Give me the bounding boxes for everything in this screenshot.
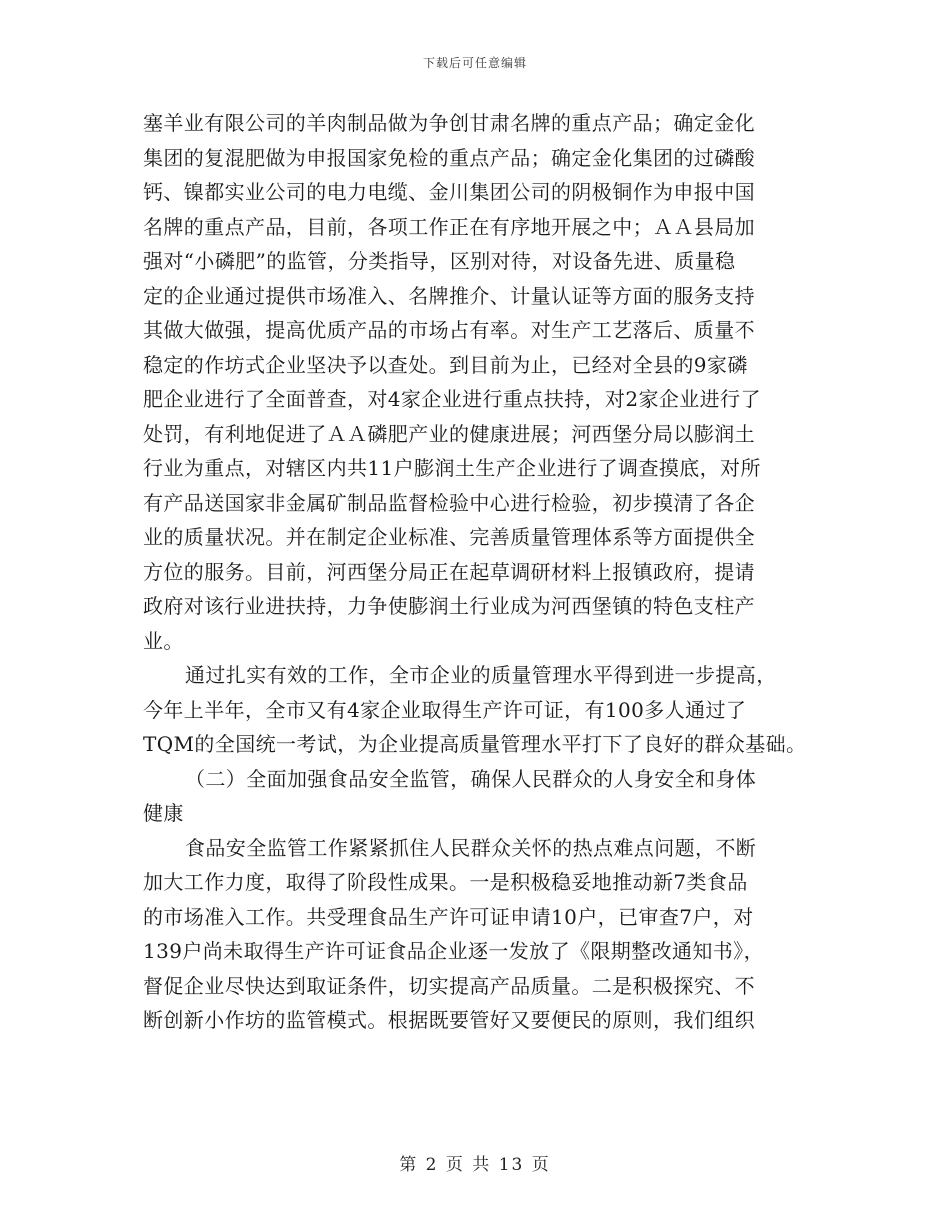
text-line: 处罚，有利地促进了ＡＡ磷肥产业的健康进展；河西堡分局以膨润土 bbox=[143, 421, 755, 446]
text-line: TQM的全国统一考试，为企业提高质量管理水平打下了良好的群众基础。 bbox=[143, 732, 807, 756]
text-line: 业的质量状况。并在制定企业标准、完善质量管理体系等方面提供全 bbox=[143, 525, 755, 549]
text-line: 钙、镍都实业公司的电力电缆、金川集团公司的阴极铜作为申报中国 bbox=[143, 180, 755, 204]
text-line: 的市场准入工作。共受理食品生产许可证申请10户，已审查7户，对 bbox=[143, 904, 754, 929]
text-line: 断创新小作坊的监管模式。根据既要管好又要便民的原则，我们组织 bbox=[143, 1008, 755, 1032]
text-line: 其做大做强，提高优质产品的市场占有率。对生产工艺落后、质量不 bbox=[143, 318, 755, 342]
text-line: 肥企业进行了全面普查，对4家企业进行重点扶持，对2家企业进行了 bbox=[143, 387, 761, 411]
text-line: 有产品送国家非金属矿制品监督检验中心进行检验，初步摸清了各企 bbox=[143, 490, 755, 515]
page-number-footer: 第 2 页 共 13 页 bbox=[399, 1155, 551, 1175]
text-line: 定的企业通过提供市场准入、名牌推介、计量认证等方面的服务支持 bbox=[143, 283, 755, 308]
paragraph-start-line: 通过扎实有效的工作，全市企业的质量管理水平得到进一步提高， bbox=[185, 663, 777, 687]
text-line: 督促企业尽快达到取证条件，切实提高产品质量。二是积极探究、不 bbox=[143, 973, 755, 998]
text-line: 行业为重点，对辖区内共11户膨润土生产企业进行了调查摸底，对所 bbox=[143, 456, 761, 480]
text-line: 业。 bbox=[143, 628, 184, 653]
section-heading-line: （二）全面加强食品安全监管，确保人民群众的人身安全和身体 bbox=[185, 766, 757, 791]
paragraph-start-line: 食品安全监管工作紧紧抓住人民群众关怀的热点难点问题，不断 bbox=[185, 835, 757, 860]
document-body bbox=[143, 106, 813, 1038]
text-line: 稳定的作坊式企业坚决予以查处。到目前为止，已经对全县的9家磷 bbox=[143, 352, 748, 377]
text-line: 方位的服务。目前，河西堡分局正在起草调研材料上报镇政府，提请 bbox=[143, 559, 755, 584]
text-line: 强对“小磷肥”的监管，分类指导，区别对待，对设备先进、质量稳 bbox=[143, 249, 736, 273]
section-heading-line: 健康 bbox=[143, 801, 184, 825]
text-line: 集团的复混肥做为申报国家免检的重点产品；确定金化集团的过磷酸 bbox=[143, 145, 755, 170]
text-line: 139户尚未取得生产许可证食品企业逐一发放了《限期整改通知书》， bbox=[143, 939, 764, 963]
page-header: 下载后可任意编辑 bbox=[422, 56, 527, 70]
text-line: 塞羊业有限公司的羊肉制品做为争创甘肃名牌的重点产品；确定金化 bbox=[143, 111, 755, 135]
text-line: 名牌的重点产品，目前，各项工作正在有序地开展之中；ＡＡ县局加 bbox=[143, 214, 755, 239]
text-line: 政府对该行业进扶持，力争使膨润土行业成为河西堡镇的特色支柱产 bbox=[143, 594, 755, 618]
text-line: 加大工作力度，取得了阶段性成果。一是积极稳妥地推动新7类食品 bbox=[143, 870, 748, 894]
text-line: 今年上半年，全市又有4家企业取得生产许可证，有100多人通过了 bbox=[143, 697, 747, 722]
